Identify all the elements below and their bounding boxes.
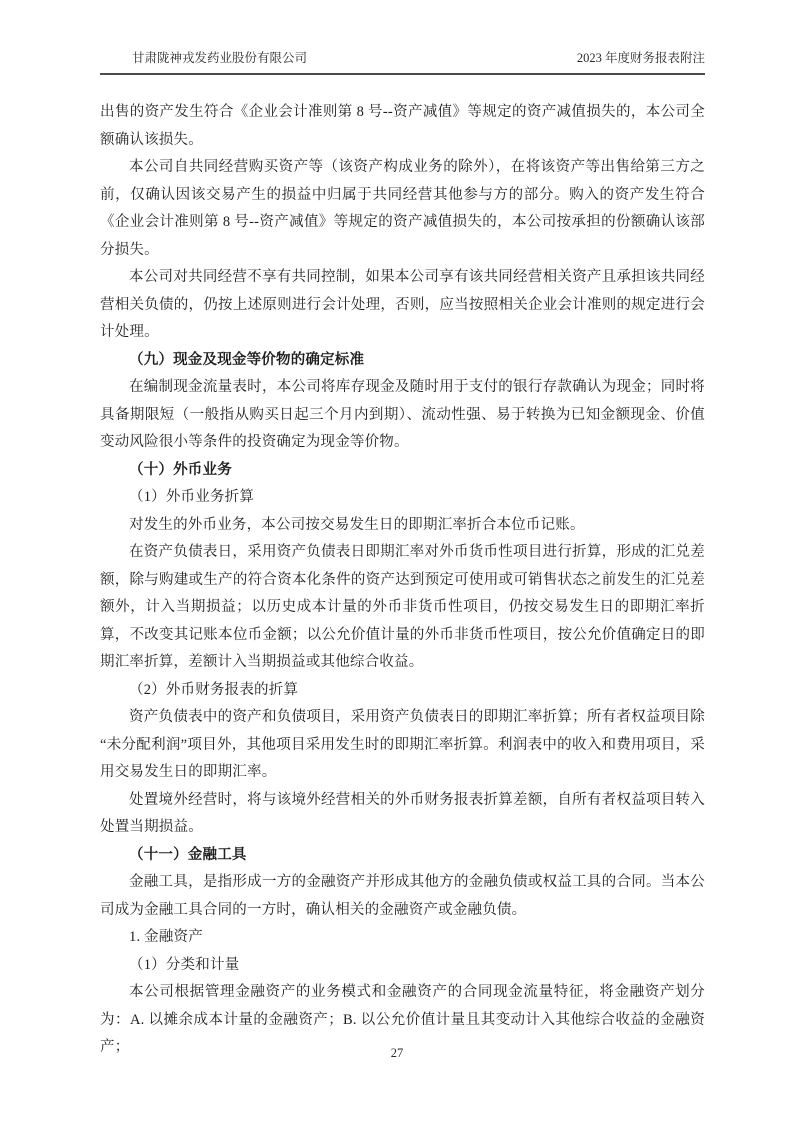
paragraph: 出售的资产发生符合《企业会计准则第 8 号--资产减值》等规定的资产减值损失的，本公司全额确认该损失。 bbox=[100, 104, 705, 148]
paragraph: 处置境外经营时，将与该境外经营相关的外币财务报表折算差额，自所有者权益项目转入处置当期损益。 bbox=[100, 791, 705, 835]
paragraph: 本公司对共同经营不享有共同控制，如果本公司享有该共同经营相关资产且承担该共同经营相关负债的，仍按上述原则进行会计处理，否则，应当按照相关企业会计准则的规定进行会计处理。 bbox=[100, 269, 705, 340]
page-header bbox=[100, 49, 705, 75]
paragraph: 资产负债表中的资产和负债项目，采用资产负债表日的即期汇率折算；所有者权益项目除“未分配利润”项目外，其他项目采用发生时的即期汇率折算。利润表中的收入和费用项目，采用交易发生日的即期汇率。 bbox=[100, 709, 705, 780]
header-company-name: 甘肃陇神戎发药业股份有限公司 bbox=[132, 51, 308, 65]
section-heading-cash-equivalents: （九）现金及现金等价物的确定标准 bbox=[129, 351, 365, 368]
paragraph: 金融工具，是指形成一方的金融资产并形成其他方的金融负债或权益工具的合同。当本公司成为金融工具合同的一方时，确认相关的金融资产或金融负债。 bbox=[100, 874, 705, 918]
sub-heading: 1. 金融资产 bbox=[129, 929, 203, 945]
section-heading-foreign-currency: （十）外币业务 bbox=[129, 461, 232, 478]
sub-heading: （1）外币业务折算 bbox=[129, 489, 255, 505]
paragraph: 本公司根据管理金融资产的业务模式和金融资产的合同现金流量特征，将金融资产划分为：A. 以摊余成本计量的金融资产；B. 以公允价值计量且其变动计入其他综合收益的金融资产； bbox=[100, 984, 705, 1055]
header-doc-title: 2023 年度财务报表附注 bbox=[576, 51, 705, 65]
paragraph: 本公司自共同经营购买资产等（该资产构成业务的除外），在将该资产等出售给第三方之前，仅确认因该交易产生的损益中归属于共同经营其他参与方的部分。购入的资产发生符合《企业会计准则第 8 号--资产减值》等规定的资产减值损失的，本公司按承担的份额确认该部分损失。 bbox=[100, 159, 705, 258]
sub-heading: （1）分类和计量 bbox=[129, 956, 240, 973]
paragraph: 在资产负债表日，采用资产负债表日即期汇率对外币货币性项目进行折算，形成的汇兑差额，除与购建或生产的符合资本化条件的资产达到预定可使用或可销售状态之前发生的汇兑差额外，计入当期损益；以历史成本计量的外币非货币性项目，仍按交易发生日的即期汇率折算，不改变其记账本位币金额；以公允价值计量的外币非货币性项目，按公允价值确定日的即期汇率折算，差额计入当期损益或其他综合收益。 bbox=[100, 544, 705, 670]
page-footer bbox=[0, 1046, 794, 1061]
document-body bbox=[100, 99, 705, 1062]
page-number: 27 bbox=[390, 1046, 404, 1060]
section-heading-financial-instruments: （十一）金融工具 bbox=[129, 846, 247, 863]
sub-heading: （2）外币财务报表的折算 bbox=[129, 681, 299, 698]
paragraph: 在编制现金流量表时，本公司将库存现金及随时用于支付的银行存款确认为现金；同时将具备期限短（一般指从购买日起三个月内到期）、流动性强、易于转换为已知金额现金、价值变动风险很小等条件的投资确定为现金等价物。 bbox=[100, 379, 705, 450]
paragraph: 对发生的外币业务，本公司按交易发生日的即期汇率折合本位币记账。 bbox=[129, 516, 585, 533]
